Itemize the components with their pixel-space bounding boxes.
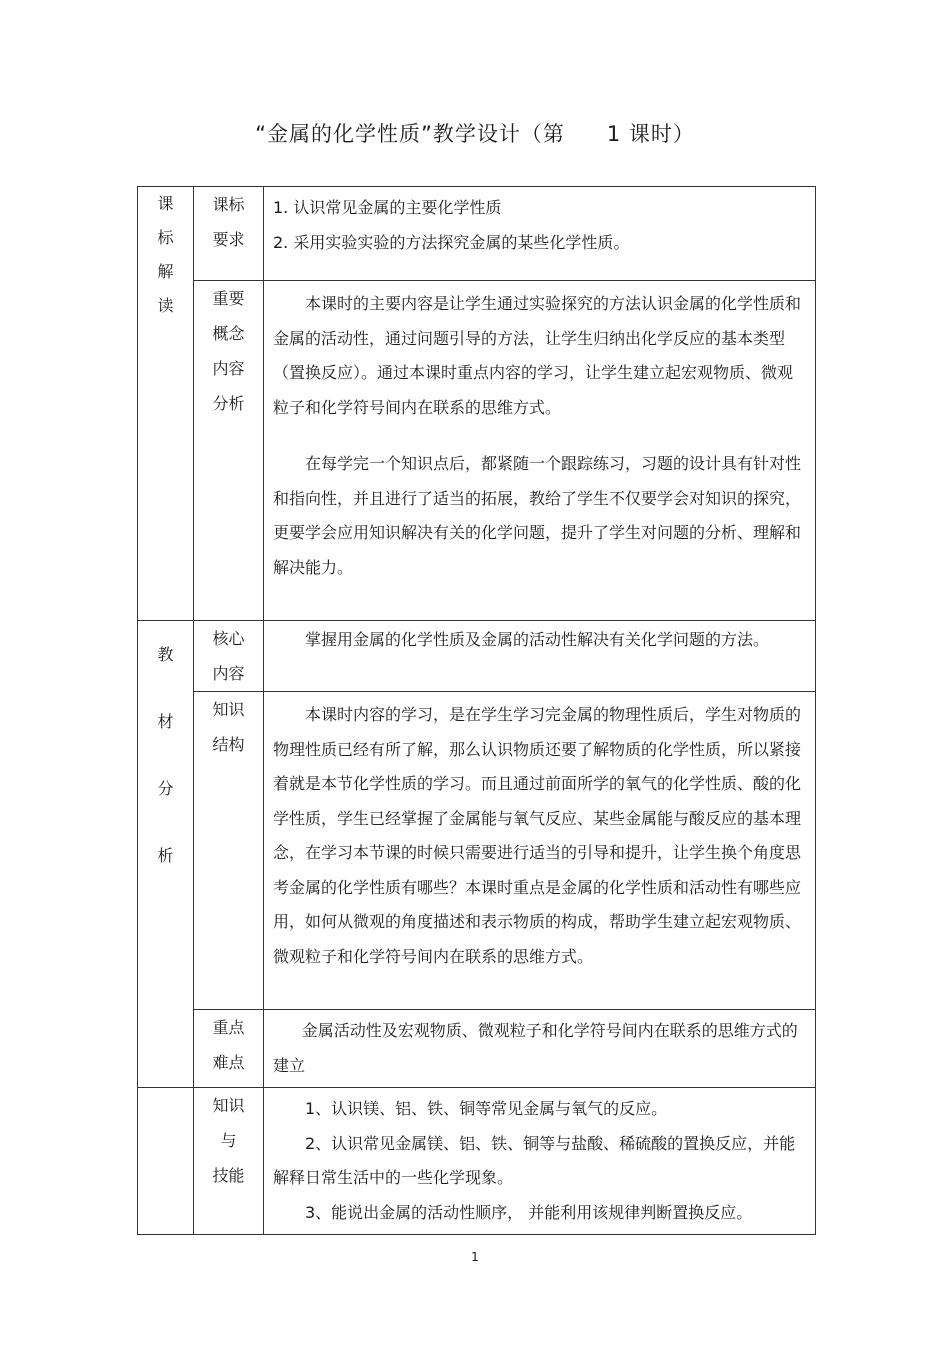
section-label-objectives [138, 1088, 194, 1235]
content-knowledge-skills: 1、认识镁、铝、铁、铜等常见金属与氧气的反应。 2、认识常见金属镁、铝、铁、铜等与盐酸、稀硫酸的置换反应，并能解释日常生活中的一些化学现象。 3、能说出金属的活动性顺序， 并能利用该规律判断置换反应。 [264, 1088, 816, 1235]
content-knowledge-structure: 本课时内容的学习，是在学生学习完金属的物理性质后，学生对物质的物理性质已经有所了解，那么认识物质还要了解物质的化学性质，所以紧接着就是本节化学性质的学习。而且通过前面所学的氧气的化学性质、酸的化学性质，学生已经掌握了金属能与氧气反应、某些金属能与酸反应的基本理念，在学习本节课的时候只需要进行适当的引导和提升，让学生换个角度思考金属的化学性质有哪些？本课时重点是金属的化学性质和活动性有哪些应用，如何从微观的角度描述和表示物质的构成，帮助学生建立起宏观物质、微观粒子和化学符号间内在联系的思维方式。 [264, 692, 816, 1010]
content-curriculum-requirements: 1. 认识常见金属的主要化学性质 2. 采用实验实验的方法探究金属的某些化学性质。 [264, 187, 816, 281]
title-part2: 1 课时） [606, 122, 695, 146]
content-core-content: 掌握用金属的化学性质及金属的活动性解决有关化学问题的方法。 [264, 621, 816, 692]
page-number: 1 [471, 1250, 479, 1264]
lesson-design-table [137, 186, 816, 1235]
label-key-difficult-points: 重点 难点 [194, 1010, 264, 1088]
row-knowledge-skills [138, 1088, 816, 1235]
label-knowledge-skills: 知识 与 技能 [194, 1088, 264, 1235]
label-core-content: 核心 内容 [194, 621, 264, 692]
row-curriculum-requirements [138, 187, 816, 281]
content-key-difficult-points: 金属活动性及宏观物质、微观粒子和化学符号间内在联系的思维方式的建立 [264, 1010, 816, 1088]
row-knowledge-structure [138, 692, 816, 1010]
section-label-textbook: 教 材 分 析 [138, 621, 194, 1088]
section-label-curriculum: 课 标 解 读 [138, 187, 194, 621]
row-key-concepts [138, 281, 816, 621]
label-key-concepts: 重要 概念 内容 分析 [194, 281, 264, 621]
content-key-concepts: 本课时的主要内容是让学生通过实验探究的方法认识金属的化学性质和金属的活动性，通过问题引导的方法，让学生归纳出化学反应的基本类型 （置换反应）。通过本课时重点内容的学习，让学生建立起宏观物质、微观粒子和化学符号间内在联系的思维方式。 在每学完一个知识点后，都紧随一个跟踪练习，习题的设计具有针对性和指向性，并且进行了适当的拓展，教给了学生不仅要学会对知识的探究，更要学会应用知识解决有关的化学问题，提升了学生对问题的分析、理解和解决能力。 [264, 281, 816, 621]
label-knowledge-structure: 知识 结构 [194, 692, 264, 1010]
title-part1: “金属的化学性质”教学设计（第 [255, 122, 565, 146]
row-core-content [138, 621, 816, 692]
row-key-difficult-points [138, 1010, 816, 1088]
document-title [0, 118, 950, 148]
label-curriculum-requirements: 课标 要求 [194, 187, 264, 281]
